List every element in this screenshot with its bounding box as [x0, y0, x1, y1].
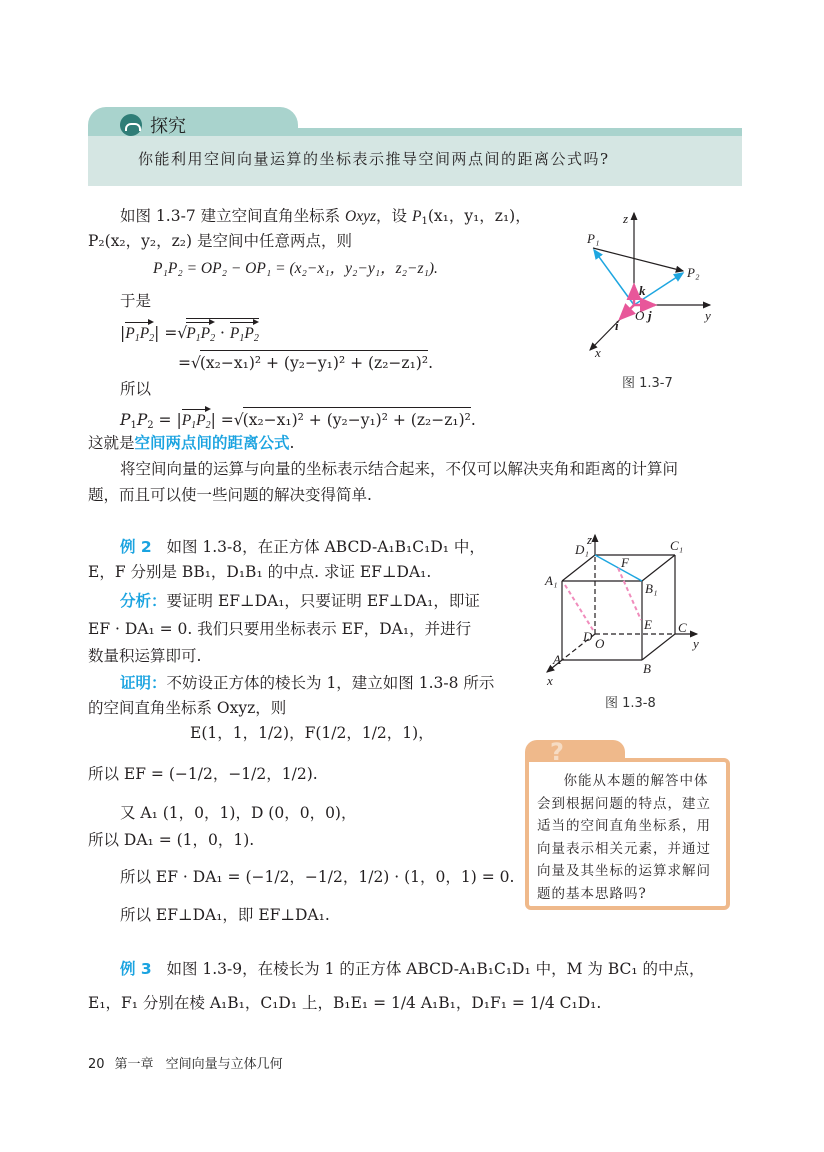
label-o: O: [595, 636, 605, 651]
p1-label: P: [411, 208, 422, 225]
final-sqrt: (x₂−x₁)² + (y₂−y₁)² + (z₂−z₁)²: [243, 407, 471, 431]
sqrt-body: $P_1P_2 \cdot P_1P_2$: [186, 318, 259, 345]
point-f: F(1/2，1/2，1): [304, 724, 419, 742]
intro-text-b: ，设: [376, 207, 412, 225]
intro-line-2: P₂(x₂，y₂，z₂) 是空间中任意两点，则: [88, 232, 352, 250]
vector-p1p2: $P_1P_2$: [125, 320, 154, 345]
distance-formula-term: 空间两点间的距离公式: [134, 434, 290, 452]
label-d1: D₁: [575, 542, 589, 557]
da-vector-line: 所以 DA₁ = (1，0，1).: [88, 831, 255, 849]
explore-icon: [120, 114, 142, 136]
page-number: 20: [88, 1057, 105, 1072]
distance-formula: $P_1P_2 = |P_1P_2| =√(x_2-x_1)^2 + (y_2-y_1)^2 + (z_2-z_1)^2$.: [120, 407, 476, 432]
vector-ef-dashed: [618, 568, 641, 620]
explore-header-strip: [88, 128, 742, 136]
example-2-label: 例 2: [120, 538, 152, 556]
norm-equation-1: $|P_1P_2| =√P_1P_2 \cdot P_1P_2$: [120, 318, 259, 345]
analysis-text-1: 要证明 EF⊥DA₁，只要证明 EF⊥DA₁，即证: [166, 592, 480, 610]
yushi: 于是: [120, 292, 152, 310]
example-2-text: 如图 1.3-8，在正方体 ABCD-A₁B₁C₁D₁ 中，: [166, 538, 485, 556]
label-y: y: [693, 636, 699, 651]
label-f: F: [621, 555, 629, 570]
norm-equation-2: =√(x₂−x₁)² + (y₂−y₁)² + (z₂−z₁)².: [178, 350, 433, 374]
edge-a1-d1: [562, 555, 595, 581]
vector-p1p2: $P_1P_2$: [182, 407, 211, 432]
vector-p1p2: $P_1P_2$: [186, 320, 215, 345]
analysis-label: 分析：: [120, 592, 167, 610]
conclusion-suffix: .: [289, 434, 295, 452]
example-2-line-1: [120, 536, 485, 558]
vector-p1p2: $P_1P_2$: [230, 320, 259, 345]
p1-coords: (x₁，y₁，z₁)，: [427, 207, 531, 225]
vector-equation: P₁P₂ = OP₂ − OP₁ = (x₂−x₁，y₂−y₁，z₂−z₁).: [153, 260, 438, 277]
label-a: A: [553, 652, 561, 667]
question-mark-icon: ?: [550, 738, 564, 766]
explore-question: 你能利用空间向量运算的坐标表示推导空间两点间的距离公式吗?: [138, 150, 610, 168]
proof-label: 证明：: [120, 674, 167, 692]
perpendicular-conclusion: 所以 EF⊥DA₁，即 EF⊥DA₁.: [120, 906, 330, 924]
label-z: z: [587, 532, 593, 547]
intro-text: 如图 1.3-7 建立空间直角坐标系: [120, 207, 346, 225]
analysis-line-2: EF · DA₁ = 0. 我们只要用坐标表示 EF，DA₁，并进行: [88, 620, 472, 638]
norm-sqrt: (x₂−x₁)² + (y₂−y₁)² + (z₂−z₁)²: [200, 350, 428, 374]
figure-1-3-8: [525, 530, 725, 690]
analysis-line-1: [120, 590, 480, 612]
think-box-question: 你能从本题的解答中体会到根据问题的特点，建立适当的空间直角坐标系，用向量表示相关元素，并通过向量及其坐标的运算求解问题的基本思路吗?: [537, 773, 711, 902]
oxyz-label: Oxyz: [345, 208, 377, 225]
label-x: x: [547, 673, 553, 688]
vector-da1-dashed: [565, 585, 593, 630]
example-3-label: 例 3: [120, 960, 152, 978]
label-b: B: [643, 661, 651, 676]
label-b1: B₁: [645, 581, 658, 596]
chapter-label: 第一章: [114, 1057, 154, 1072]
figure-1-3-7: [575, 205, 740, 365]
ef-vector-line: 所以 EF = (−1/2，−1/2，1/2).: [88, 765, 318, 783]
think-box-text: [537, 770, 722, 905]
page-footer: [88, 1053, 283, 1072]
conclusion-prefix: 这就是: [88, 434, 135, 452]
proof-line-2: 的空间直角坐标系 Oxyz，则: [88, 699, 287, 717]
conclusion-line: [88, 432, 294, 454]
edge-c-b: [642, 634, 675, 660]
figure-1-3-8-caption: 图 1.3-8: [605, 696, 656, 711]
label-o: O: [635, 308, 645, 323]
analysis-line-3: 数量积运算即可.: [88, 647, 202, 665]
explore-title: 探究: [150, 116, 186, 137]
proof-text-1: 不妨设正方体的棱长为 1，建立如图 1.3-8 所示: [166, 674, 495, 692]
dot-product-line: 所以 EF · DA₁ = (−1/2，−1/2，1/2) · (1，0，1) = 0.: [120, 868, 515, 886]
point-e: E(1，1，1/2): [190, 724, 290, 742]
label-a1: A₁: [545, 573, 558, 588]
label-p2: P₂: [687, 265, 700, 280]
label-e: E: [644, 617, 652, 632]
points-ef: E(1，1，1/2)，F(1/2，1/2，1)，: [190, 724, 434, 742]
example-3-line-1: [120, 958, 705, 980]
label-p1: P₁: [587, 231, 600, 246]
label-d: D: [583, 629, 593, 644]
paragraph-line-1: 将空间向量的运算与向量的坐标表示结合起来，不仅可以解决夹角和距离的计算问: [120, 460, 679, 478]
proof-line-1: [120, 672, 494, 694]
intro-line-1: 如图 1.3-7 建立空间直角坐标系 Oxyz，设 $P_1(x_1$，y₁，z₁)，: [120, 207, 531, 227]
suoyi: 所以: [120, 380, 152, 398]
label-z: z: [623, 211, 629, 226]
label-j: j: [648, 308, 652, 323]
label-c: C: [678, 620, 687, 635]
example-3-text: 如图 1.3-9，在棱长为 1 的正方体 ABCD-A₁B₁C₁D₁ 中，M 为 BC₁ 的中点，: [166, 960, 705, 978]
example-3-line-2: E₁，F₁ 分别在棱 A₁B₁，C₁D₁ 上，B₁E₁ = 1/4 A₁B₁，D₁F₁ = 1/4 C₁D₁.: [88, 994, 602, 1012]
label-i: i: [615, 318, 619, 333]
chapter-title: 空间向量与立体几何: [165, 1057, 283, 1072]
paragraph-line-2: 题，而且可以使一些问题的解决变得简单.: [88, 486, 372, 504]
vector-op1-line: [594, 250, 634, 305]
points-a1-d: 又 A₁ (1，0，1)，D (0，0，0)，: [120, 804, 357, 822]
label-k: k: [639, 283, 646, 298]
label-y: y: [705, 308, 711, 323]
unit-vector-i: [620, 305, 634, 319]
label-c1: C₁: [670, 538, 684, 553]
label-x: x: [595, 345, 601, 360]
figure-1-3-7-caption: 图 1.3-7: [622, 376, 673, 391]
edge-c1-b1: [642, 555, 675, 581]
example-2-line-2: E，F 分别是 BB₁，D₁B₁ 的中点. 求证 EF⊥DA₁.: [88, 563, 432, 581]
